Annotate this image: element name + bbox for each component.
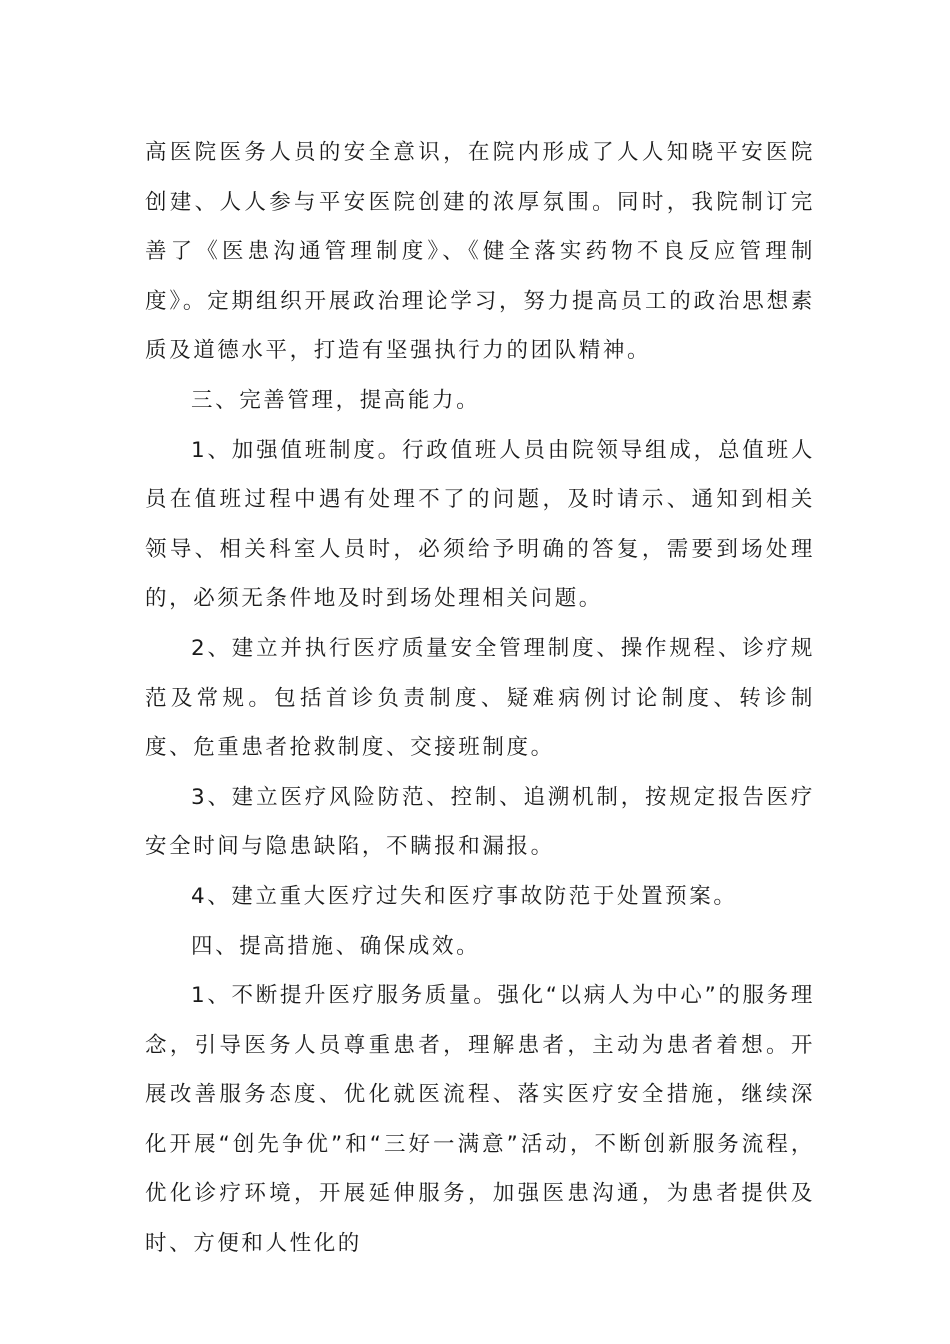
paragraph-item-2: 2、建立并执行医疗质量安全管理制度、操作规程、诊疗规范及常规。包括首诊负责制度、疑难病例讨论制度、转诊制度、危重患者抢救制度、交接班制度。 [145, 635, 815, 761]
paragraph-item-4-1: 1、不断提升医疗服务质量。强化“以病人为中心”的服务理念，引导医务人员尊重患者，理解患者，主动为患者着想。开展改善服务态度、优化就医流程、落实医疗安全措施，继续深化开展“创先争优”和“三好一满意”活动，不断创新服务流程，优化诊疗环境，开展延伸服务，加强医患沟通，为患者提供及时、方便和人性化的 [145, 983, 815, 1257]
paragraph-item-4: 4、建立重大医疗过失和医疗事故防范于处置预案。 [191, 883, 738, 909]
paragraph-item-3: 3、建立医疗风险防范、控制、追溯机制，按规定报告医疗安全时间与隐患缺陷，不瞒报和漏报。 [145, 784, 815, 860]
document-body [145, 128, 815, 1269]
section-heading-four: 四、提高措施、确保成效。 [191, 933, 481, 959]
paragraph-continuation: 高医院医务人员的安全意识，在院内形成了人人知晓平安医院创建、人人参与平安医院创建的浓厚氛围。同时，我院制订完善了《医患沟通管理制度》、《健全落实药物不良反应管理制度》。定期组织开展政治理论学习，努力提高员工的政治思想素质及道德水平，打造有坚强执行力的团队精神。 [145, 140, 815, 364]
paragraph-item-1: 1、加强值班制度。行政值班人员由院领导组成，总值班人员在值班过程中遇有处理不了的问题，及时请示、通知到相关领导、相关科室人员时，必须给予明确的答复，需要到场处理的，必须无条件地及时到场处理相关问题。 [145, 437, 815, 612]
section-heading-three: 三、完善管理，提高能力。 [191, 387, 481, 413]
